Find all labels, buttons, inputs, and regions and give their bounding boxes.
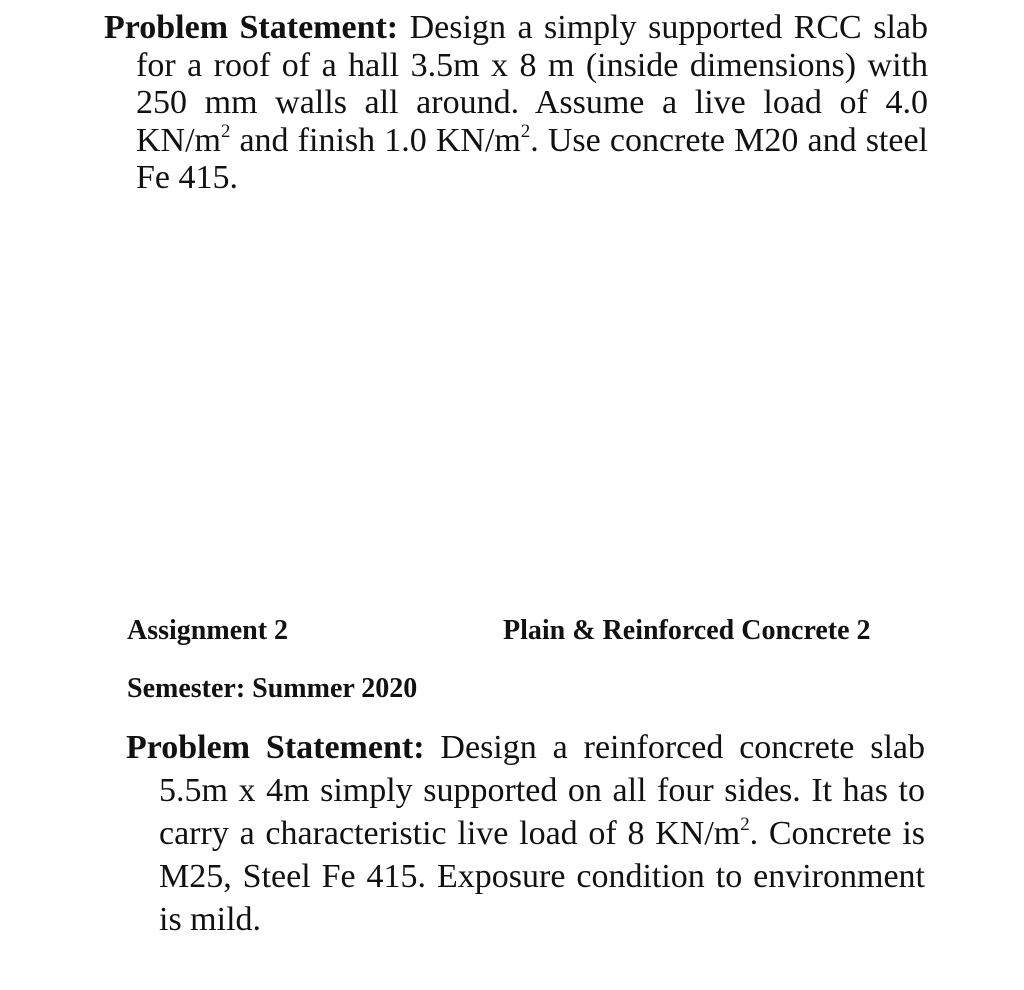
problem-statement-label: Problem Statement: bbox=[104, 9, 399, 46]
problem-text: . Concrete is M25, Steel Fe 415. Exposure condition to environment is mild. bbox=[159, 815, 925, 938]
problem-text: Design a simply supported RCC slab for a roof of a hall 3.5m x 8 m (inside dimensions) with 250 mm walls all around. Assume a live load of 4.0 KN/m bbox=[136, 9, 928, 159]
course-title: Plain & Reinforced Concrete 2 bbox=[503, 615, 871, 646]
superscript: 2 bbox=[520, 120, 531, 142]
problem-statement-1 bbox=[104, 9, 928, 197]
problem-statement-label: Problem Statement: bbox=[126, 729, 425, 766]
superscript: 2 bbox=[221, 120, 231, 142]
assignment-title: Assignment 2 bbox=[127, 615, 289, 646]
superscript: 2 bbox=[740, 813, 750, 835]
semester-label: Semester: Summer 2020 bbox=[127, 673, 418, 704]
problem-text: Design a reinforced concrete slab 5.5m x 4m simply supported on all four sides. It has to carry a characteristic live load of 8 KN/m bbox=[159, 729, 926, 852]
problem-statement-2 bbox=[126, 726, 926, 941]
problem-text: . Use concrete M20 and steel Fe 415. bbox=[136, 121, 928, 196]
problem-text: and finish 1.0 KN/m bbox=[230, 121, 521, 159]
